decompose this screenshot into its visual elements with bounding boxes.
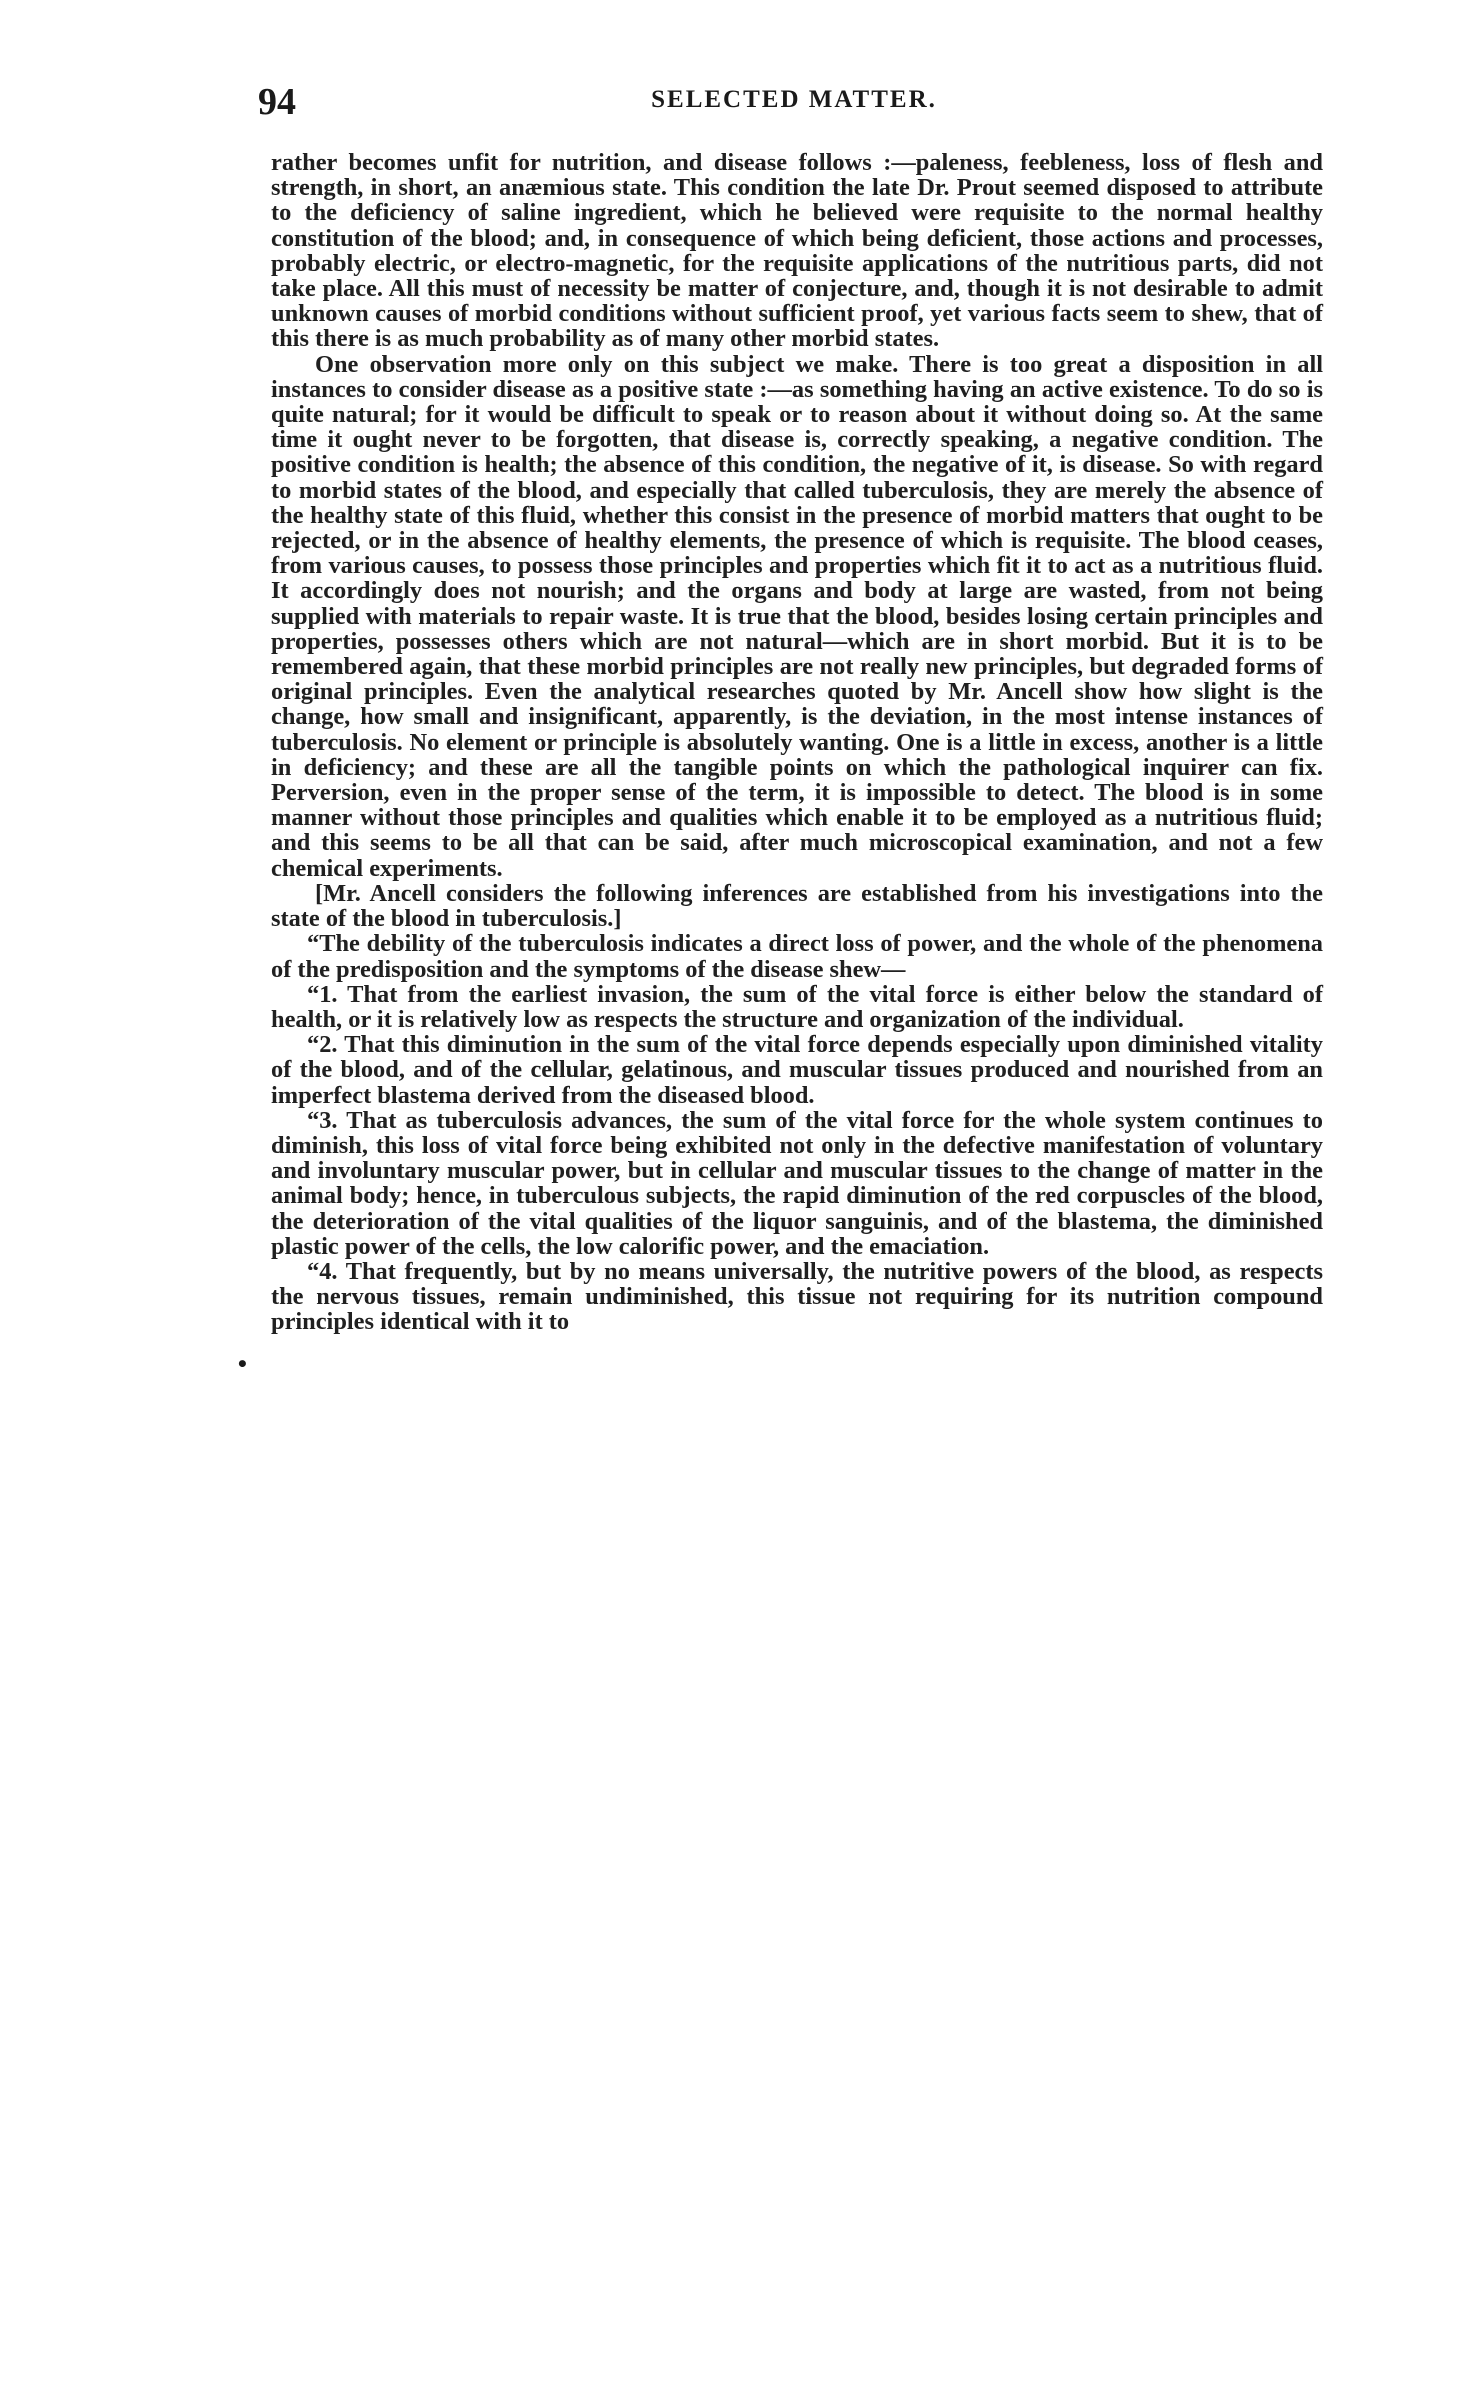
paragraph-continuation: rather becomes unfit for nutrition, and disease follows :—paleness, feebleness, loss of flesh and strength, in short, an anæmious state. This condition the late Dr. Prout seemed disposed to attribute to the deficiency of saline ingredient, which he believed were requisite to the normal healthy constitution of the blood; and, in consequence of which being deficient, those actions and processes, probably electric, or electro-magnetic, for the requisite applications of the nutritious parts, did not take place. All this must of necessity be matter of conjecture, and, though it is not desirable to admit unknown causes of morbid conditions without sufficient proof, yet various facts seem to shew, that of this there is as much probability as of many other morbid states.: [271, 149, 1323, 353]
paragraph-inference-3: “3. That as tuberculosis advances, the sum of the vital force for the whole system continues to diminish, this loss of vital force being exhibited not only in the defective manifestation of voluntary and involuntary muscular power, but in cellular and muscular tissues to the change of matter in the animal body; hence, in tuberculous subjects, the rapid diminution of the red corpuscles of the blood, the deterioration of the vital qualities of the liquor sanguinis, and of the blastema, the diminished plastic power of the cells, the low calorific power, and the emaciation.: [271, 1106, 1323, 1260]
paragraph-inference-2: “2. That this diminution in the sum of the vital force depends especially upon diminished vitality of the blood, and of the cellular, gelatinous, and muscular tissues produced and nourished from an imperfect blastema derived from the diseased blood.: [271, 1031, 1323, 1109]
paragraph-inference-4: “4. That frequently, but by no means universally, the nutritive powers of the blood, as respects the nervous tissues, remain undiminished, this tissue not requiring for its nutrition compound principles identical with it to: [271, 1257, 1323, 1336]
paragraph-quote-intro: “The debility of the tuberculosis indicates a direct loss of power, and the whole of the phenomena of the predisposition and the symptoms of the disease shew—: [271, 930, 1323, 983]
paragraph-editorial-note: [Mr. Ancell considers the following inferences are established from his investigations into the state of the blood in tuberculosis.]: [271, 879, 1323, 933]
page-number: 94: [258, 81, 296, 123]
page-header: [258, 80, 1330, 124]
paragraph-observation: One observation more only on this subject we make. There is too great a disposition in all instances to consider disease as a positive state :—as something having an active existence. To do so is quite natural; for it would be difficult to speak or to reason about it without doing so. At the same time it ought never to be forgotten, that disease is, correctly speaking, a negative condition. The positive condition is health; the absence of this condition, the negative of it, is disease. So with regard to morbid states of the blood, and especially that called tuberculosis, they are merely the absence of the healthy state of this fluid, whether this consist in the presence of morbid matters that ought to be rejected, or in the absence of healthy elements, the presence of which is requisite. The blood ceases, from various causes, to possess those principles and properties which fit it to act as a nutritious fluid. It accordingly does not nourish; and the organs and body at large are wasted, from not being supplied with materials to repair waste. It is true that the blood, besides losing certain principles and properties, possesses others which are not natural—which are in short morbid. But it is to be remembered again, that these morbid principles are not really new principles, but degraded forms of original principles. Even the analytical researches quoted by Mr. Ancell show how slight is the change, how small and insignificant, apparently, is the deviation, in the most intense instances of tuberculosis. No element or principle is absolutely wanting. One is a little in excess, another is a little in deficiency; and these are all the tangible points on which the pathological inquirer can fix. Perversion, even in the proper sense of the term, it is impossible to detect. The blood is in some manner without those principles and qualities which enable it to be employed as a nutritious fluid; and this seems to be all that can be said, after much microscopical examination, and not a few chemical experiments.: [271, 350, 1323, 882]
body-text: [271, 150, 1323, 1335]
paragraph-inference-1: “1. That from the earliest invasion, the sum of the vital force is either below the standard of health, or it is relatively low as respects the structure and organization of the individual.: [271, 980, 1323, 1033]
margin-bullet-mark: •: [236, 1352, 249, 1376]
running-title: SELECTED MATTER.: [651, 86, 937, 113]
